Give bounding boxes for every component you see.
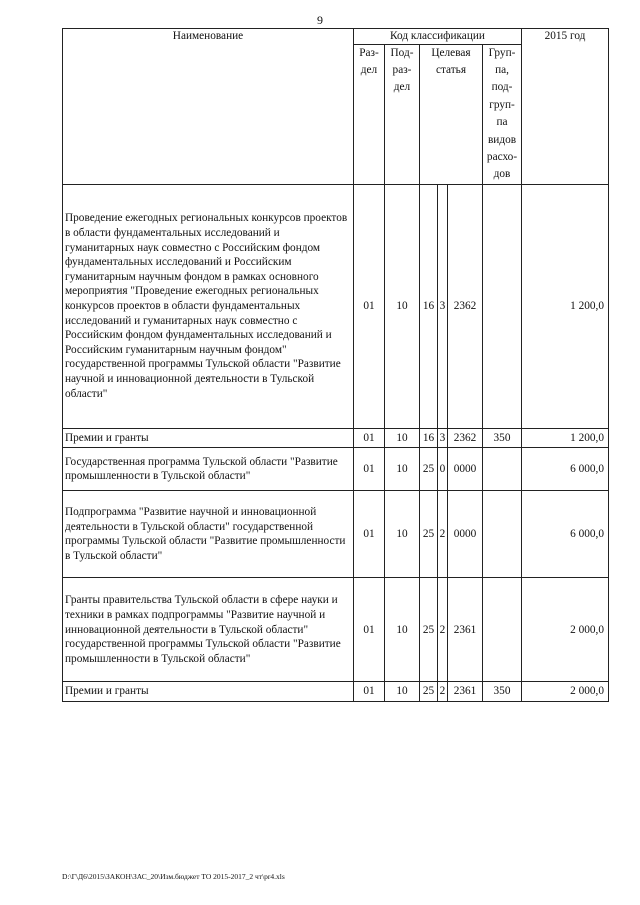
header-section	[354, 44, 385, 184]
header-group-line: расхо-	[486, 151, 518, 164]
table-row	[63, 682, 609, 702]
row-name: Подпрограмма "Развитие научной и инновационной деятельности в Тульской области" государственной программы Тульской области "Развитие промышленности в Тульской области"	[63, 491, 354, 578]
row-subsection: 10	[385, 578, 420, 682]
row-group	[483, 491, 522, 578]
row-section: 01	[354, 491, 385, 578]
row-target-subprogram: 2	[438, 491, 448, 578]
row-name: Государственная программа Тульской области "Развитие промышленности в Тульской области"	[63, 448, 354, 491]
row-group	[483, 448, 522, 491]
row-name: Гранты правительства Тульской области в сфере науки и техники в рамках подпрограммы "Развитие научной и инновационной деятельности в Тульской области" государственной программы Тульской области "Развитие промышленности в Тульской области"	[63, 578, 354, 682]
header-group-line: видов	[487, 133, 517, 146]
table-row	[63, 428, 609, 448]
header-group-line: Груп-	[488, 46, 516, 59]
header-target	[420, 44, 483, 184]
row-target-subprogram: 3	[438, 428, 448, 448]
row-target-program: 16	[420, 428, 438, 448]
row-target-program: 25	[420, 448, 438, 491]
header-subsection-line: Под-	[390, 46, 414, 59]
table-row	[63, 491, 609, 578]
header-subsection-line: дел	[393, 81, 411, 94]
header-target-line: Целевая	[431, 46, 471, 59]
table-row	[63, 184, 609, 428]
file-path-footer: D:\Г\Д6\2015\ЗАКОН\ЗАС_20\Изм.бюджет ТО 2015-2017_2 чт\pr4.xls	[62, 872, 285, 881]
row-target-subprogram: 2	[438, 578, 448, 682]
table-row	[63, 578, 609, 682]
row-name: Премии и гранты	[63, 428, 354, 448]
budget-table	[62, 28, 609, 702]
row-section: 01	[354, 428, 385, 448]
row-group	[483, 184, 522, 428]
header-year: 2015 год	[522, 29, 609, 185]
header-group	[483, 44, 522, 184]
row-amount: 6 000,0	[522, 448, 609, 491]
row-group: 350	[483, 682, 522, 702]
row-name: Премии и гранты	[63, 682, 354, 702]
header-group-line: дов	[493, 168, 511, 181]
row-amount: 6 000,0	[522, 491, 609, 578]
row-amount: 1 200,0	[522, 184, 609, 428]
header-section-line: дел	[360, 64, 378, 76]
row-amount: 2 000,0	[522, 682, 609, 702]
row-section: 01	[354, 184, 385, 428]
row-target-direction: 0000	[448, 491, 483, 578]
header-group-line: груп-	[489, 98, 515, 111]
row-subsection: 10	[385, 184, 420, 428]
header-subsection-line: раз-	[392, 64, 412, 76]
row-subsection: 10	[385, 428, 420, 448]
row-section: 01	[354, 578, 385, 682]
row-target-direction: 0000	[448, 448, 483, 491]
row-amount: 1 200,0	[522, 428, 609, 448]
row-subsection: 10	[385, 682, 420, 702]
header-name: Наименование	[63, 29, 354, 185]
row-target-subprogram: 2	[438, 682, 448, 702]
header-group-line: под-	[491, 81, 513, 94]
row-target-subprogram: 0	[438, 448, 448, 491]
row-target-direction: 2361	[448, 578, 483, 682]
row-amount: 2 000,0	[522, 578, 609, 682]
header-section-line: Раз-	[359, 46, 379, 59]
row-group	[483, 578, 522, 682]
row-target-direction: 2362	[448, 428, 483, 448]
row-target-program: 16	[420, 184, 438, 428]
row-name: Проведение ежегодных региональных конкурсов проектов в области фундаментальных исследований и гуманитарных наук совместно с Российским фондом фундаментальных исследований и Российским гуманитарным научным фондом в рамках основного мероприятия "Проведение ежегодных региональных конкурсов проектов в области фундаментальных исследований и гуманитарных наук совместно с Российским фондом фундаментальных исследований и Российским гуманитарным научным фондом" государственной программы Тульской области "Развитие научной и инновационной деятельности в Тульской области"	[63, 184, 354, 428]
row-section: 01	[354, 682, 385, 702]
header-group-line: па,	[495, 64, 509, 76]
table-row	[63, 448, 609, 491]
row-target-program: 25	[420, 491, 438, 578]
header-subsection	[385, 44, 420, 184]
row-section: 01	[354, 448, 385, 491]
row-target-subprogram: 3	[438, 184, 448, 428]
row-target-program: 25	[420, 578, 438, 682]
header-code-group: Код классификации	[354, 29, 522, 45]
row-target-direction: 2361	[448, 682, 483, 702]
header-target-line: статья	[435, 64, 467, 76]
row-target-direction: 2362	[448, 184, 483, 428]
header-group-line: па	[496, 116, 508, 129]
row-subsection: 10	[385, 448, 420, 491]
row-group: 350	[483, 428, 522, 448]
page-number: 9	[317, 13, 323, 27]
row-target-program: 25	[420, 682, 438, 702]
row-subsection: 10	[385, 491, 420, 578]
